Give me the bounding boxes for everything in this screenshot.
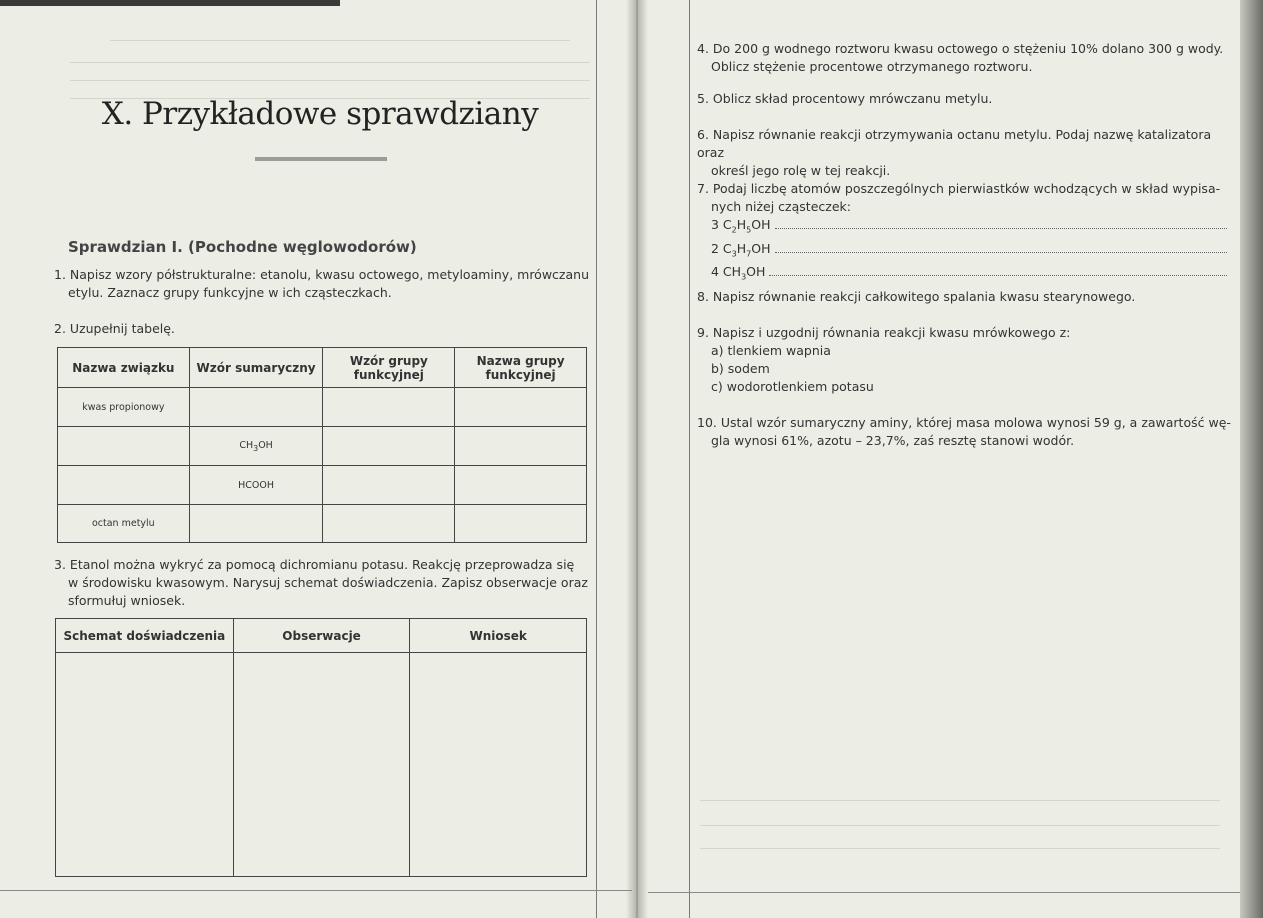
question-text: etylu. Zaznacz grupy funkcyjne w ich cząsteczkach. (68, 285, 392, 300)
table-cell (455, 505, 587, 543)
question-number: 1. (54, 267, 66, 282)
table-cell (58, 427, 190, 466)
table-row (58, 388, 587, 427)
table-header: Schemat doświadczenia (56, 619, 234, 653)
table-row (58, 427, 587, 466)
table-cell (455, 388, 587, 427)
question-text: Napisz równanie reakcji całkowitego spalania kwasu stearynowego. (712, 289, 1136, 304)
question-number: 10. (697, 415, 717, 430)
question-4 (697, 40, 1233, 76)
table-row (56, 653, 587, 877)
table-header: Nazwa grupy funkcyjnej (455, 348, 587, 388)
formula-line (697, 263, 1227, 287)
question-number: 8. (697, 289, 709, 304)
table-header: Nazwa związku (58, 348, 190, 388)
section-heading: Sprawdzian I. (Pochodne węglowodorów) (68, 238, 417, 256)
question-text: Napisz wzory półstrukturalne: etanolu, kwasu octowego, metyloaminy, mrówczanu (69, 267, 589, 282)
question-text: Napisz i uzgodnij równania reakcji kwasu mrówkowego z: (712, 325, 1071, 340)
sub-question: b) sodem (711, 361, 770, 376)
table-cell (455, 427, 587, 466)
question-5 (697, 90, 1233, 108)
question-text: Etanol można wykryć za pomocą dichromianu potasu. Reakcję przeprowadza się (69, 557, 575, 572)
question-number: 9. (697, 325, 709, 340)
question-text: Ustal wzór sumaryczny aminy, której masa molowa wynosi 59 g, a zawartość wę- (720, 415, 1231, 430)
question-text: nych niżej cząsteczek: (711, 199, 851, 214)
page-title: X. Przykładowe sprawdziany (101, 96, 539, 132)
question-number: 2. (54, 321, 66, 336)
question-number: 4. (697, 41, 709, 56)
question-text: Do 200 g wodnego roztworu kwasu octowego o stężeniu 10% dolano 300 g wody. (712, 41, 1224, 56)
table-cell (56, 653, 234, 877)
table-cell (189, 388, 323, 427)
formula: 2 $C_3H_7OH$ (711, 240, 771, 258)
table-cell (410, 653, 587, 877)
formula: 3 $C_2H_5OH$ (711, 217, 771, 235)
question-8 (697, 288, 1233, 306)
question-text: sformułuj wniosek. (68, 593, 186, 608)
question-text: gla wynosi 61%, azotu – 23,7%, zaś resztę stanowi wodór. (711, 433, 1075, 448)
question-text: Uzupełnij tabelę. (69, 321, 175, 336)
title-underline (255, 157, 387, 161)
table-cell (455, 466, 587, 505)
question-3 (54, 556, 594, 610)
table-cell (323, 388, 455, 427)
question-7 (697, 180, 1227, 287)
question-text: Oblicz skład procentowy mrówczanu metylu. (712, 91, 993, 106)
compounds-table (57, 347, 587, 543)
question-text: Podaj liczbę atomów poszczególnych pierwiastków wchodzących w skład wypisa- (712, 181, 1221, 196)
book-gutter (626, 0, 648, 918)
experiment-table (55, 618, 587, 877)
footer-rule-right (648, 892, 1240, 893)
question-text: w środowisku kwasowym. Narysuj schemat doświadczenia. Zapisz obserwacje oraz (68, 575, 588, 590)
table-cell: octan metylu (58, 505, 190, 543)
page-edge-shadow (1240, 0, 1263, 918)
table-cell (323, 505, 455, 543)
footer-rule-left (0, 890, 632, 891)
table-cell (189, 505, 323, 543)
margin-line-right-page (689, 0, 690, 918)
table-cell (233, 653, 410, 877)
sub-question: a) tlenkiem wapnia (711, 343, 831, 358)
table-header: Obserwacje (233, 619, 410, 653)
question-6 (697, 126, 1233, 180)
question-1 (54, 266, 594, 302)
question-text: określ jego rolę w tej reakcji. (711, 163, 891, 178)
table-cell (58, 466, 190, 505)
formula-line (697, 216, 1227, 240)
top-header-bar (0, 0, 340, 6)
table-cell: HCOOH (189, 466, 323, 505)
question-number: 3. (54, 557, 66, 572)
question-text: Napisz równanie reakcji otrzymywania octanu metylu. Podaj nazwę katalizatora oraz (697, 127, 1212, 160)
sub-question: c) wodorotlenkiem potasu (711, 379, 874, 394)
formula: 4 $CH_3OH$ (711, 264, 766, 282)
table-header: Wzór sumaryczny (189, 348, 323, 388)
question-text: Oblicz stężenie procentowe otrzymanego roztworu. (711, 59, 1033, 74)
question-9 (697, 324, 1233, 396)
table-header: Wzór grupy funkcyjnej (323, 348, 455, 388)
question-number: 7. (697, 181, 709, 196)
table-header: Wniosek (410, 619, 587, 653)
table-cell (323, 466, 455, 505)
table-row (58, 466, 587, 505)
table-row (58, 505, 587, 543)
table-cell: $CH_3OH$ (189, 427, 323, 466)
question-10 (697, 414, 1233, 450)
question-2 (54, 320, 594, 338)
question-number: 5. (697, 91, 709, 106)
margin-line-left-page (596, 0, 597, 918)
formula-line (697, 240, 1227, 264)
table-cell (323, 427, 455, 466)
question-number: 6. (697, 127, 709, 142)
table-cell: kwas propionowy (58, 388, 190, 427)
